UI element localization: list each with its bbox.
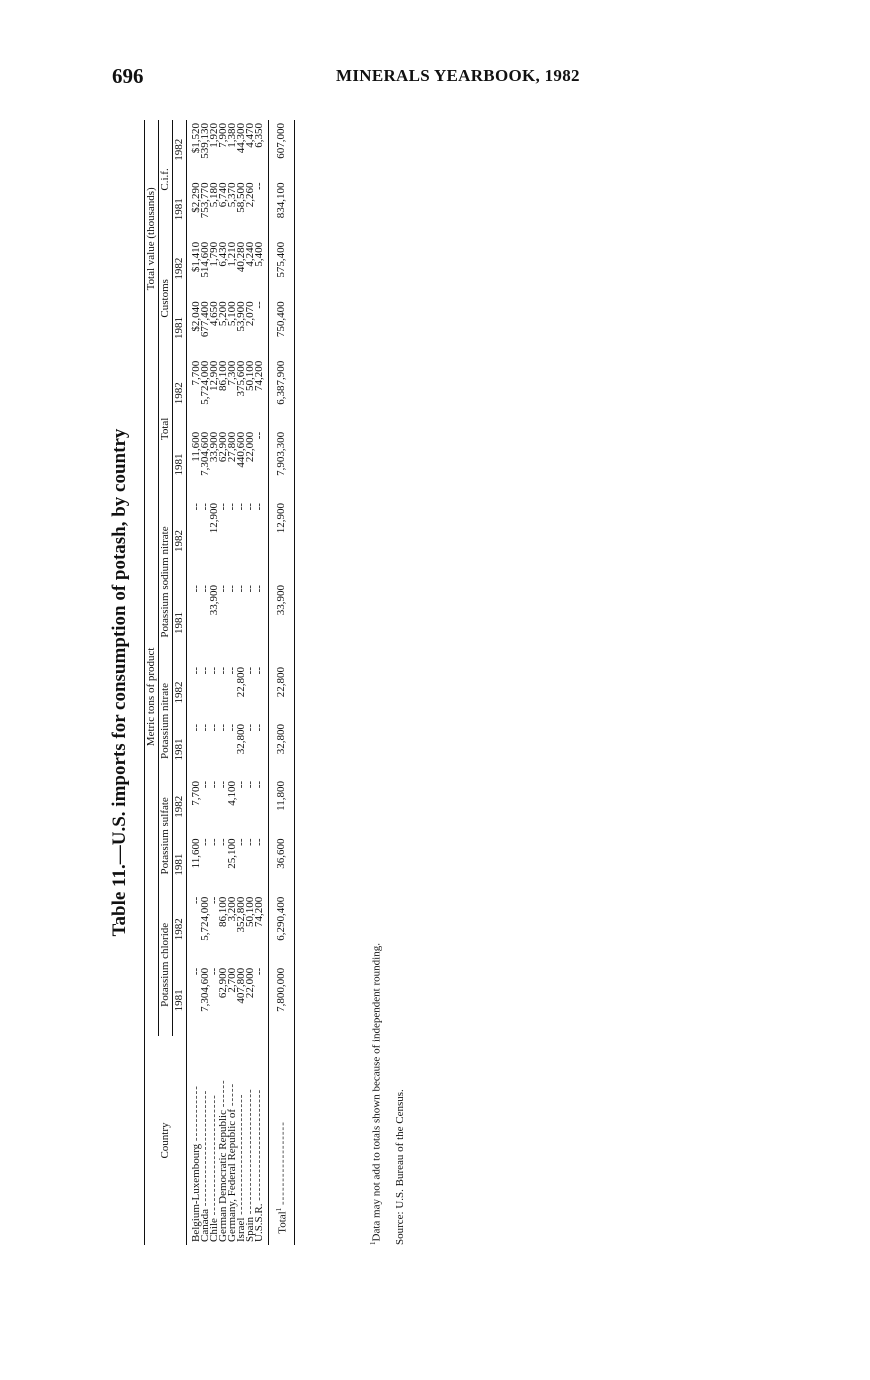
value-cell: -- (226, 724, 238, 732)
value-cell: 12,900 (208, 360, 220, 391)
value-cell: -- (255, 582, 269, 664)
table-row (201, 120, 210, 1245)
value-cell: 7,700 (190, 780, 202, 806)
total-cell: 750,400 (269, 298, 295, 357)
value-cell: -- (255, 721, 269, 778)
total-cell: 834,100 (269, 180, 295, 239)
value-cell: 440,600 (235, 431, 247, 468)
total-value-header: Total value (thousands) (145, 120, 159, 358)
value-cell: -- (226, 667, 238, 675)
running-title: MINERALS YEARBOOK, 1982 (336, 66, 580, 85)
value-cell: -- (217, 503, 229, 511)
value-cell: -- (208, 967, 220, 976)
value-cell: -- (199, 838, 211, 846)
value-cell: 4,650 (208, 301, 220, 327)
value-cell: 44,300 (235, 123, 247, 154)
value-cell: -- (255, 664, 269, 721)
value-cell: 50,100 (244, 896, 256, 927)
value-cell: -- (190, 667, 202, 675)
value-cell: -- (255, 429, 269, 500)
value-cell: 86,100 (217, 896, 229, 927)
value-cell: 4,240 (244, 241, 256, 267)
value-cell: 5,400 (255, 239, 269, 298)
value-cell: 5,100 (226, 301, 238, 327)
value-cell: 53,900 (235, 301, 247, 332)
value-cell: 4,470 (244, 123, 256, 148)
value-cell: -- (244, 724, 256, 732)
value-cell: 7,700 (190, 360, 202, 386)
year-header: 1981 (173, 836, 187, 894)
value-cell: 22,800 (235, 667, 247, 698)
value-cell: 22,000 (244, 967, 256, 999)
table-source: Source: U.S. Bureau of the Census. (394, 1089, 406, 1245)
table-row (210, 120, 219, 1245)
value-cell: -- (255, 180, 269, 239)
page-number: 696 (112, 64, 144, 88)
value-cell: 677,400 (199, 301, 211, 338)
value-cell: $2,290 (190, 182, 202, 213)
group-header-row (145, 120, 159, 1245)
value-cell: 5,180 (208, 182, 220, 208)
value-cell: 58,500 (235, 182, 247, 213)
table-footnote: $^1$Data may not add to totals shown because of independent rounding. (369, 943, 383, 1245)
value-cell: -- (190, 896, 202, 905)
year-header: 1982 (173, 239, 187, 298)
cif-header: C.i.f. (159, 120, 173, 239)
year-header: 1982 (173, 500, 187, 582)
total-cell: 6,290,400 (269, 894, 295, 965)
value-cell: -- (199, 724, 211, 732)
total-cell: 7,800,000 (269, 965, 295, 1036)
value-cell: 7,304,600 (199, 967, 211, 1012)
value-cell: -- (255, 965, 269, 1036)
year-header: 1981 (173, 180, 187, 239)
metric-tons-header: Metric tons of product (145, 358, 159, 1036)
total-cell: 607,000 (269, 120, 295, 180)
value-cell: -- (217, 724, 229, 732)
value-cell: -- (235, 780, 247, 789)
total-cell: 11,800 (269, 778, 295, 836)
value-cell: 74,200 (255, 894, 269, 965)
potassium-sulfate-header: Potassium sulfate (159, 778, 173, 894)
value-cell: 7,304,600 (199, 431, 211, 476)
value-cell: 22,000 (244, 431, 256, 463)
table-title: Table 11.—U.S. imports for consumption of potash, by country (109, 428, 130, 937)
value-cell: 32,800 (235, 724, 247, 755)
total-cell: 22,800 (269, 664, 295, 721)
value-cell: 3,200 (226, 896, 238, 922)
value-cell: 33,900 (208, 431, 220, 463)
value-cell: -- (190, 724, 202, 732)
value-cell: -- (244, 503, 256, 511)
value-cell: 11,600 (190, 838, 202, 869)
value-cell: 407,800 (235, 967, 247, 1004)
total-row (269, 120, 295, 1245)
value-cell: -- (208, 667, 220, 675)
value-cell: -- (199, 780, 211, 789)
value-cell: 2,260 (244, 182, 256, 208)
year-header: 1981 (173, 582, 187, 664)
value-cell: 2,700 (226, 967, 238, 993)
value-cell: 5,200 (217, 301, 229, 327)
value-cell: 1,380 (226, 123, 238, 148)
value-cell: $1,520 (190, 123, 202, 154)
value-cell: -- (208, 838, 220, 846)
value-cell: 7,900 (217, 123, 229, 148)
year-header: 1981 (173, 429, 187, 500)
value-cell: 1,920 (208, 123, 220, 148)
value-cell: -- (235, 838, 247, 846)
total-cell: 33,900 (269, 582, 295, 664)
imports-table (144, 120, 295, 1245)
table-row (246, 120, 255, 1245)
value-cell: 62,900 (217, 431, 229, 463)
value-cell: -- (190, 967, 202, 976)
value-cell: 50,100 (244, 360, 256, 391)
total-cell: 32,800 (269, 721, 295, 778)
year-header: 1982 (173, 894, 187, 965)
country-cell: German Democratic Republic ------ (217, 1079, 229, 1242)
country-cell: U.S.S.R. ------------------------ (255, 1036, 269, 1245)
value-cell: -- (217, 838, 229, 846)
value-cell: -- (190, 503, 202, 511)
potassium-sodium-nitrate-header: Potassium sodium nitrate (159, 500, 173, 664)
value-cell: -- (226, 503, 238, 511)
value-cell: -- (235, 503, 247, 511)
value-cell: -- (244, 838, 256, 846)
value-cell: 27,800 (226, 431, 238, 463)
value-cell: 6,350 (255, 120, 269, 180)
value-cell: 6,740 (217, 182, 229, 208)
value-cell: -- (208, 724, 220, 732)
value-cell: 62,900 (217, 967, 229, 999)
value-cell: 352,800 (235, 896, 247, 933)
value-cell: 86,100 (217, 360, 229, 391)
value-cell: $2,040 (190, 301, 202, 332)
country-cell: Canada ------------------------- (199, 1089, 211, 1242)
value-cell: 1,790 (208, 241, 220, 267)
country-cell: Spain --------------------------- (244, 1088, 256, 1242)
value-cell: -- (255, 836, 269, 894)
total-cell: 36,600 (269, 836, 295, 894)
country-column-header: Country (145, 1036, 187, 1245)
value-cell: -- (255, 500, 269, 582)
value-cell: -- (244, 780, 256, 789)
value-cell: -- (199, 503, 211, 511)
value-cell: 6,430 (217, 241, 229, 267)
total-cell: 12,900 (269, 500, 295, 582)
value-cell: 5,724,000 (199, 896, 211, 941)
value-cell: -- (255, 778, 269, 836)
year-header: 1982 (173, 358, 187, 429)
total-cell: 7,903,300 (269, 429, 295, 500)
table-row (255, 120, 269, 1245)
value-cell: -- (244, 667, 256, 675)
table-row (237, 120, 246, 1245)
value-cell: 4,100 (226, 780, 238, 806)
value-cell: 753,770 (199, 182, 211, 219)
value-cell: -- (255, 298, 269, 357)
country-cell: Chile -------------------------- (208, 1094, 220, 1242)
country-cell: Israel -------------------------- (235, 1093, 247, 1242)
potassium-nitrate-header: Potassium nitrate (159, 664, 173, 778)
value-cell: -- (199, 667, 211, 675)
country-cell: Germany, Federal Republic of ----- (226, 1082, 238, 1242)
year-header: 1981 (173, 721, 187, 778)
value-cell: -- (217, 667, 229, 675)
footnote-mark: 1 (275, 1207, 283, 1212)
value-cell: -- (217, 585, 229, 593)
value-cell: -- (208, 780, 220, 789)
country-cell: Belgium-Luxembourg ------------ (190, 1085, 202, 1242)
potassium-chloride-header: Potassium chloride (159, 894, 173, 1036)
value-cell: -- (235, 585, 247, 593)
value-cell: 1,210 (226, 241, 238, 267)
value-cell: -- (199, 585, 211, 593)
value-cell: -- (217, 780, 229, 789)
value-cell: 33,900 (208, 585, 220, 616)
value-cell: -- (208, 896, 220, 905)
value-cell: 11,600 (190, 431, 202, 462)
year-header: 1982 (173, 778, 187, 836)
value-cell: 375,600 (235, 360, 247, 397)
value-cell: -- (190, 585, 202, 593)
customs-header: Customs (159, 239, 173, 358)
total-cell: 575,400 (269, 239, 295, 298)
total-tons-header: Total (159, 358, 173, 500)
value-cell: 7,300 (226, 360, 238, 386)
total-label-cell: Total$^1$ ------------------ (269, 1036, 295, 1245)
value-cell: 539,130 (199, 123, 211, 159)
total-cell: 6,387,900 (269, 358, 295, 429)
table-row (187, 120, 202, 1245)
value-cell: 12,900 (208, 503, 220, 534)
rotated-table-block (107, 120, 412, 1245)
year-header: 1982 (173, 120, 187, 180)
year-header: 1981 (173, 965, 187, 1036)
value-cell: 514,600 (199, 241, 211, 278)
value-cell: 25,100 (226, 838, 238, 869)
value-cell: -- (226, 585, 238, 593)
year-header: 1982 (173, 664, 187, 721)
value-cell: -- (244, 585, 256, 593)
year-header: 1981 (173, 298, 187, 357)
value-cell: 5,724,000 (199, 360, 211, 405)
value-cell: $1,410 (190, 241, 202, 273)
value-cell: 5,370 (226, 182, 238, 208)
table-row (219, 120, 228, 1245)
value-cell: 74,200 (255, 358, 269, 429)
value-cell: 2,070 (244, 301, 256, 327)
value-cell: 40,280 (235, 241, 247, 273)
